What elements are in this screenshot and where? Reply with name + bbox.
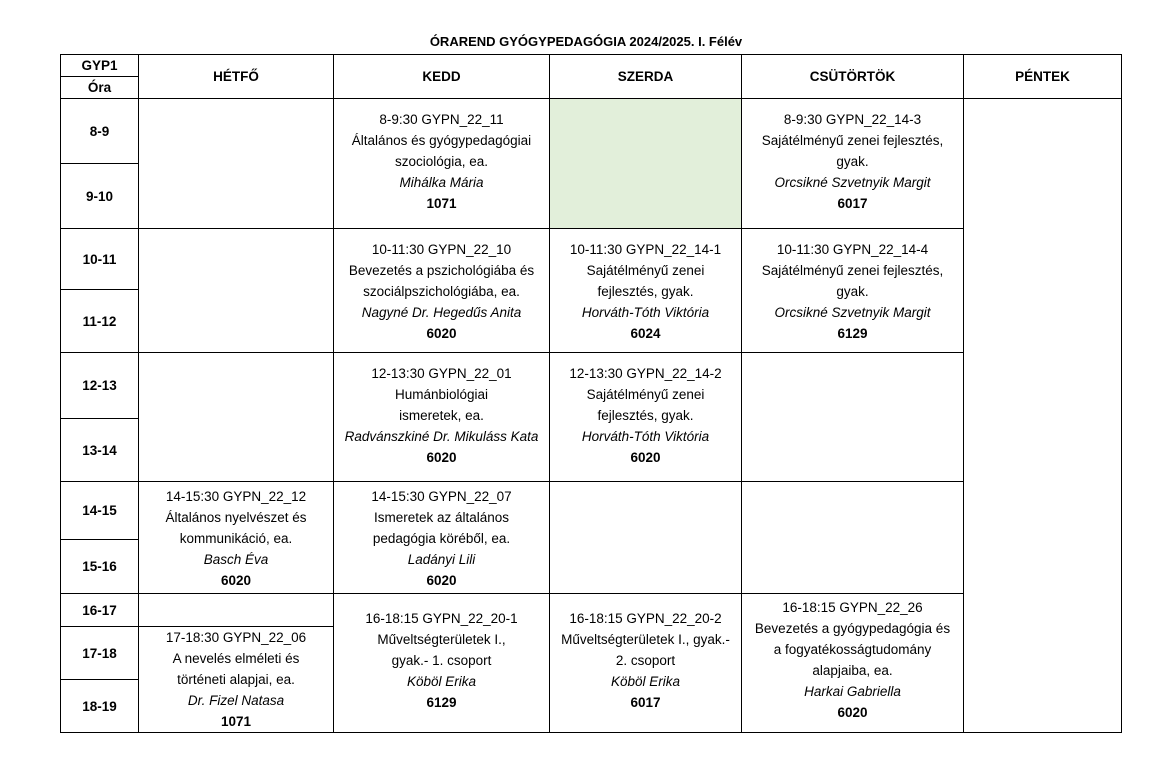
course-teacher: Köböl Erika: [610, 674, 681, 689]
course-room: 6129: [426, 695, 457, 710]
course-title: Általános és gyógypedagógiai: [351, 133, 532, 148]
course-time-code: 17-18:30 GYPN_22_06: [165, 630, 307, 645]
empty-slot: [139, 353, 334, 482]
course-room: 6020: [426, 573, 457, 588]
course-time-code: 12-13:30 GYPN_22_01: [371, 366, 512, 381]
course-teacher: Orcsikné Szvetnyik Margit: [774, 175, 931, 190]
hour-9-10: 9-10: [61, 164, 139, 229]
day-header-friday: PÉNTEK: [964, 55, 1122, 99]
course-block: [742, 99, 964, 229]
course-time-code: 16-18:15 GYPN_22_26: [782, 600, 923, 615]
course-room: 6020: [426, 326, 457, 341]
course-title: Műveltségterületek I.,: [377, 632, 506, 647]
course-room: 6017: [630, 695, 661, 710]
course-title: Bevezetés a gyógypedagógia és: [754, 621, 951, 636]
course-title: a fogyatékosságtudomány: [773, 642, 932, 657]
hour-8-9: 8-9: [61, 99, 139, 164]
course-title: Általános nyelvészet és: [165, 510, 307, 525]
empty-slot: [139, 99, 334, 229]
course-title: fejlesztés, gyak.: [597, 284, 694, 299]
course-room: 6020: [837, 705, 868, 720]
course-block: [139, 627, 334, 733]
course-time-code: 16-18:15 GYPN_22_20-1: [365, 611, 518, 626]
course-time-code: 12-13:30 GYPN_22_14-2: [569, 366, 722, 381]
course-teacher: Orcsikné Szvetnyik Margit: [774, 305, 931, 320]
course-time-code: 10-11:30 GYPN_22_14-1: [569, 242, 722, 257]
hour-16-17: 16-17: [61, 594, 139, 627]
course-title: gyak.- 1. csoport: [391, 653, 492, 668]
course-block: [334, 482, 550, 594]
empty-slot: [550, 482, 742, 594]
course-title: alapjaiba, ea.: [812, 663, 893, 678]
course-title: Sajátélményű zenei: [586, 263, 705, 278]
course-title: szociálpszichológiába, ea.: [363, 284, 520, 299]
course-teacher: Mihálka Mária: [399, 175, 484, 190]
course-block: [742, 229, 964, 353]
course-room: 1071: [426, 196, 457, 211]
course-room: 6017: [837, 196, 868, 211]
course-title: történeti alapjai, ea.: [177, 672, 295, 687]
course-title: pedagógia köréből, ea.: [372, 531, 511, 546]
hour-13-14: 13-14: [61, 419, 139, 482]
day-header-tuesday: KEDD: [334, 55, 550, 99]
course-title: gyak.: [836, 154, 869, 169]
friday-empty-column: [964, 99, 1122, 733]
course-room: 6020: [426, 450, 457, 465]
course-title: ismeretek, ea.: [399, 408, 484, 423]
course-title: Sajátélményű zenei fejlesztés,: [761, 263, 944, 278]
course-teacher: Dr. Fizel Natasa: [187, 693, 285, 708]
course-title: Sajátélményű zenei: [586, 387, 705, 402]
empty-slot-highlighted: [550, 99, 742, 229]
course-block: [550, 594, 742, 733]
course-block: [334, 99, 550, 229]
course-teacher: Ladányi Lili: [407, 552, 476, 567]
course-title: kommunikáció, ea.: [179, 531, 293, 546]
course-time-code: 8-9:30 GYPN_22_11: [379, 112, 504, 127]
timetable: [60, 54, 1122, 733]
course-block: [550, 229, 742, 353]
hour-column-label: Óra: [61, 77, 139, 99]
course-block: [334, 594, 550, 733]
empty-slot: [742, 353, 964, 482]
course-block: [550, 353, 742, 482]
page-title: ÓRAREND GYÓGYPEDAGÓGIA 2024/2025. I. Félév: [429, 34, 743, 49]
course-room: 1071: [220, 714, 252, 729]
course-time-code: 8-9:30 GYPN_22_14-3: [783, 112, 922, 127]
course-title: Bevezetés a pszichológiába és: [348, 263, 535, 278]
course-teacher: Horváth-Tóth Viktória: [581, 429, 710, 444]
hour-12-13: 12-13: [61, 353, 139, 419]
course-room: 6020: [630, 450, 661, 465]
course-block: [139, 482, 334, 594]
course-room: 6020: [220, 573, 252, 588]
hour-17-18: 17-18: [61, 627, 139, 680]
course-title: fejlesztés, gyak.: [597, 408, 694, 423]
empty-slot: [139, 594, 334, 627]
day-header-wednesday: SZERDA: [550, 55, 742, 99]
day-header-thursday: CSÜTÖRTÖK: [742, 55, 964, 99]
hour-10-11: 10-11: [61, 229, 139, 290]
course-title: A nevelés elméleti és: [172, 651, 300, 666]
course-block: [334, 353, 550, 482]
course-title: szociológia, ea.: [394, 154, 489, 169]
course-teacher: Nagyné Dr. Hegedűs Anita: [361, 305, 522, 320]
course-time-code: 10-11:30 GYPN_22_14-4: [776, 242, 929, 257]
course-time-code: 14-15:30 GYPN_22_07: [371, 489, 512, 504]
course-title: Humánbiológiai: [394, 387, 489, 402]
course-teacher: Basch Éva: [203, 552, 269, 567]
course-block: [334, 229, 550, 353]
empty-slot: [742, 482, 964, 594]
course-time-code: 14-15:30 GYPN_22_12: [165, 489, 307, 504]
group-label: GYP1: [61, 55, 139, 77]
course-title: Ismeretek az általános: [373, 510, 510, 525]
course-title: Sajátélményű zenei fejlesztés,: [761, 133, 944, 148]
course-room: 6129: [837, 326, 868, 341]
course-title: Műveltségterületek I., gyak.-: [561, 632, 730, 647]
course-time-code: 16-18:15 GYPN_22_20-2: [569, 611, 722, 626]
day-header-monday: HÉTFŐ: [139, 55, 334, 99]
course-time-code: 10-11:30 GYPN_22_10: [371, 242, 512, 257]
hour-14-15: 14-15: [61, 482, 139, 540]
course-teacher: Harkai Gabriella: [804, 684, 901, 699]
empty-slot: [139, 229, 334, 353]
hour-15-16: 15-16: [61, 540, 139, 594]
course-block: [742, 594, 964, 733]
course-room: 6024: [630, 326, 661, 341]
hour-11-12: 11-12: [61, 290, 139, 353]
course-title: 2. csoport: [615, 653, 676, 668]
course-teacher: Radvánszkiné Dr. Mikuláss Kata: [344, 429, 539, 444]
course-teacher: Köböl Erika: [406, 674, 477, 689]
course-title: gyak.: [836, 284, 869, 299]
course-teacher: Horváth-Tóth Viktória: [581, 305, 710, 320]
hour-18-19: 18-19: [61, 680, 139, 733]
